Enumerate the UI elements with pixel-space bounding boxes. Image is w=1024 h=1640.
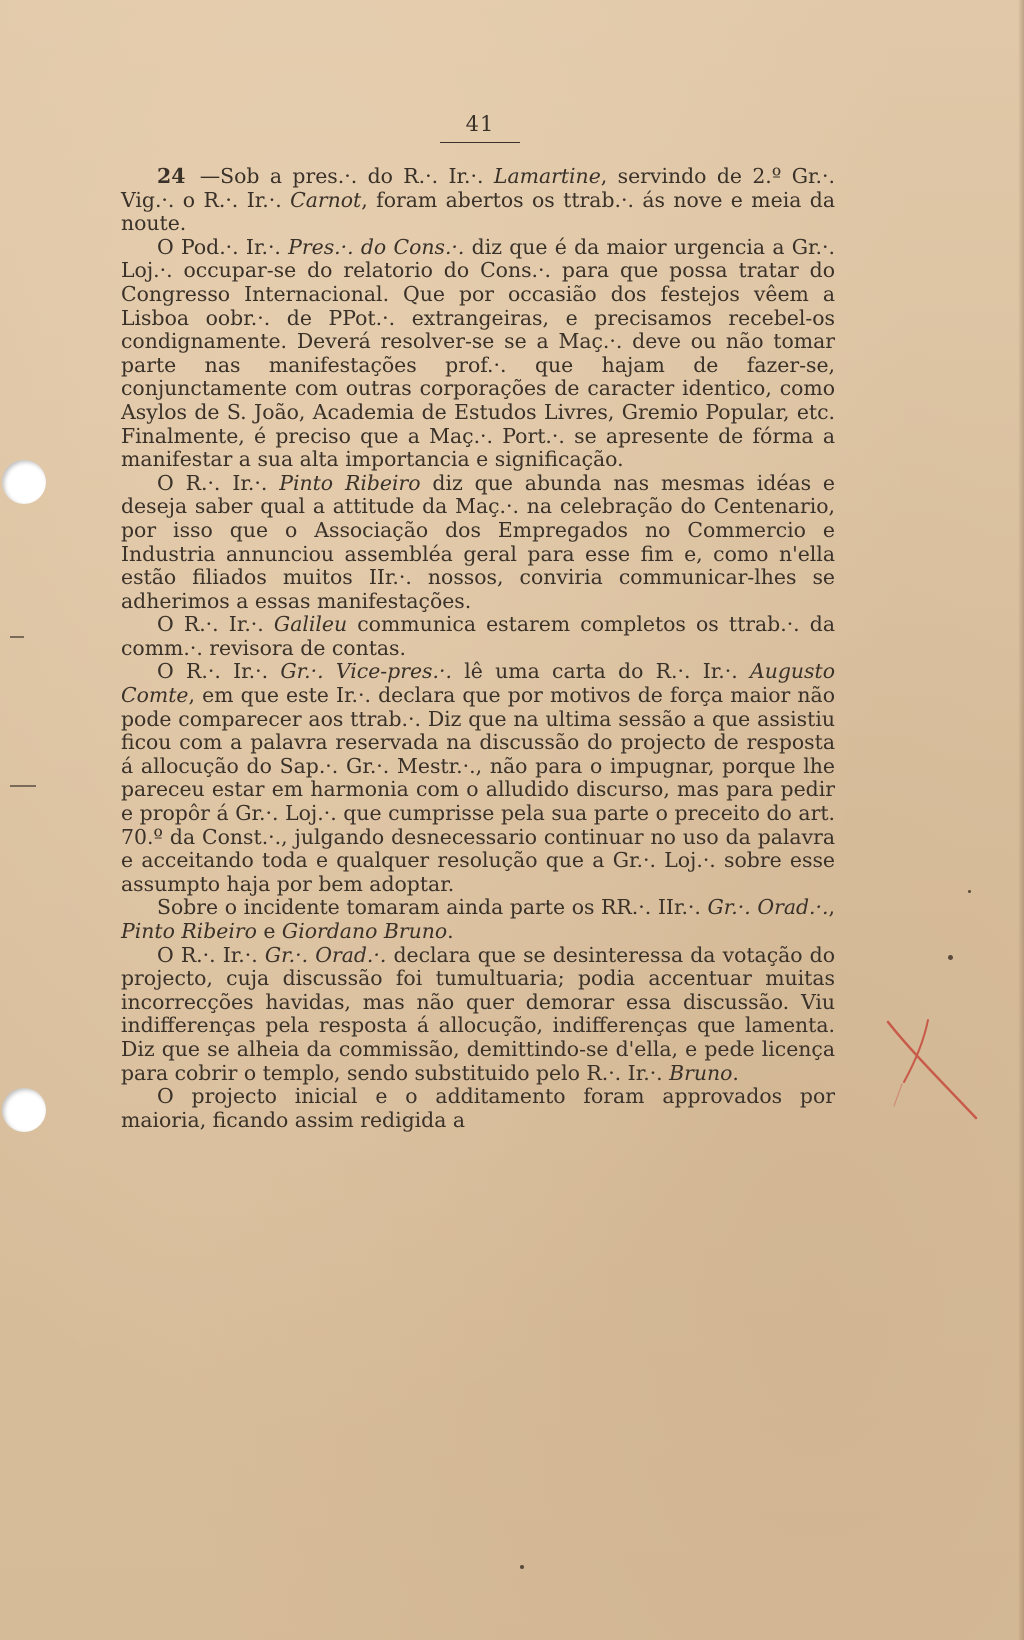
document-body [121,165,835,1132]
red-pencil-cross-mark [880,1010,990,1130]
paragraph-text: diz que é da maior urgencia a Gr.·. Loj.·. occupar-se do relatorio do Cons.·. para que possa tratar do Congresso Internacional. Que por occasião dos festejos vêem a Lisboa oobr.·. de PPot.·. extrangeiras, e precisamos recebel-os condignamente. Deverá resolver-se se a Maç.·. deve ou não tomar parte nas manifestações prof.·. que hajam de fazer-se, conjunctamente com outras corporações de caracter identico, como Asylos de S. João, Academia de Estudos Livres, Gremio Popular, etc. Finalmente, é preciso que a Maç.·. Port.·. se apresente de fórma a manifestar a sua alta importancia e significação. [121,234,835,472]
page-number-underline [440,142,520,143]
person-title: Pres.·. do Cons.·. [288,234,465,259]
person-name: Giordano Bruno [281,919,448,943]
ink-speck [520,1565,524,1569]
page-edge-shadow [1018,0,1024,1640]
person-name: Galileu [273,612,348,637]
person-name: Augusto Comte [121,659,835,708]
paragraph-text: , [828,895,835,920]
paragraph-text: e [256,919,282,943]
paragraph-text: O Pod.·. Ir.·. [157,234,289,259]
ink-speck [948,955,953,960]
person-title: Gr.·. Orad.·. [707,895,829,920]
margin-tick-mark [10,785,36,787]
margin-tick-mark [10,636,24,638]
paragraph-text: Sobre o incidente tomaram ainda parte os RR.·. IIr.·. [157,895,708,920]
paragraph-galileu [121,613,835,660]
paragraph-text: O R.·. Ir.·. [157,942,265,967]
paragraph-text: O R.·. Ir.·. [157,612,274,637]
punch-hole-bottom [2,1088,46,1132]
paragraph-text: O R.·. Ir.·. [157,470,280,495]
paragraph-orador [121,944,835,1086]
paragraph-opening [121,165,835,236]
paragraph-text: , foram abertos os ttrab.·. ás nove e meia da noute. [121,187,835,236]
paragraph-pinto-ribeiro [121,472,835,614]
page-number: 41 [465,112,495,136]
person-title: Gr.·. Orad.·. [264,942,387,967]
paragraph-text: diz que abunda nas mesmas idéas e deseja saber qual a attitude da Maç.·. na celebração do Centenario, por isso que o Associação dos Empregados no Commercio e Industria annunciou assembléa geral para esse fim e, como n'ella estão filiados muitos IIr.·. nossos, conviria communicar-lhes se adherimos a essas manifestações. [121,470,836,613]
item-number: 24 [157,164,186,188]
paragraph-vice-pres [121,660,835,896]
paragraph-projecto: O projecto inicial e o additamento foram approvados por maioria, ficando assim redigida a [121,1084,835,1132]
paragraph-text: , em que este Ir.·. declara que por motivos de força maior não pode comparecer aos ttrab.·. Diz que na ultima sessão a que assistiu ficou com a palavra reservada na discussão do projecto de resposta á allocução do Sap.·. Gr.·. Mestr.·., não para o impugnar, porque lhe pareceu estar em harmonia com o alludido discurso, mas para pedir e propôr á Gr.·. Loj.·. que cumprisse pela sua parte o preceito do art. 70.º da Const.·., julgando desnecessario continuar no uso da palavra e acceitando toda e qualquer resolução que a Gr.·. Loj.·. sobre esse assumpto haja por bem adoptar. [121,683,835,896]
paragraph-text: lê uma carta do R.·. Ir.·. [451,659,751,684]
paragraph-text: —Sob a pres.·. do R.·. Ir.·. [189,164,494,188]
person-title: Gr.·. Vice-pres.·. [280,659,452,684]
paragraph-text: . [732,1060,739,1085]
person-name: Pinto Ribeiro [279,470,421,495]
paragraph-text: , servindo de 2.º Gr.·. Vig.·. o R.·. Ir.·. [121,164,836,212]
person-name: Pinto Ribeiro [121,919,257,943]
person-name: Carnot [290,187,362,212]
paragraph-pod [121,236,835,472]
ink-speck [968,890,971,893]
person-name: Bruno [669,1060,733,1085]
paragraph-text: declara que se desinteressa da votação do projecto, cuja discussão foi tumultuaria; podia accentuar muitas incorrecções havidas, mas não quer demorar essa discussão. Viu indifferenças pela resposta á allocução, indifferenças que lamenta. Diz que se alheia da commissão, demittindo-se d'ella, e pede licença para cobrir o templo, sendo substituido pelo R.·. Ir.·. [121,942,836,1085]
paragraph-incidente [121,896,835,943]
person-name: Lamartine [493,164,601,188]
paragraph-text: O R.·. Ir.·. [157,659,281,684]
punch-hole-top [2,460,46,504]
paragraph-text: . [447,919,454,943]
paragraph-text: communica estarem completos os ttrab.·. da comm.·. revisora de contas. [121,612,835,660]
